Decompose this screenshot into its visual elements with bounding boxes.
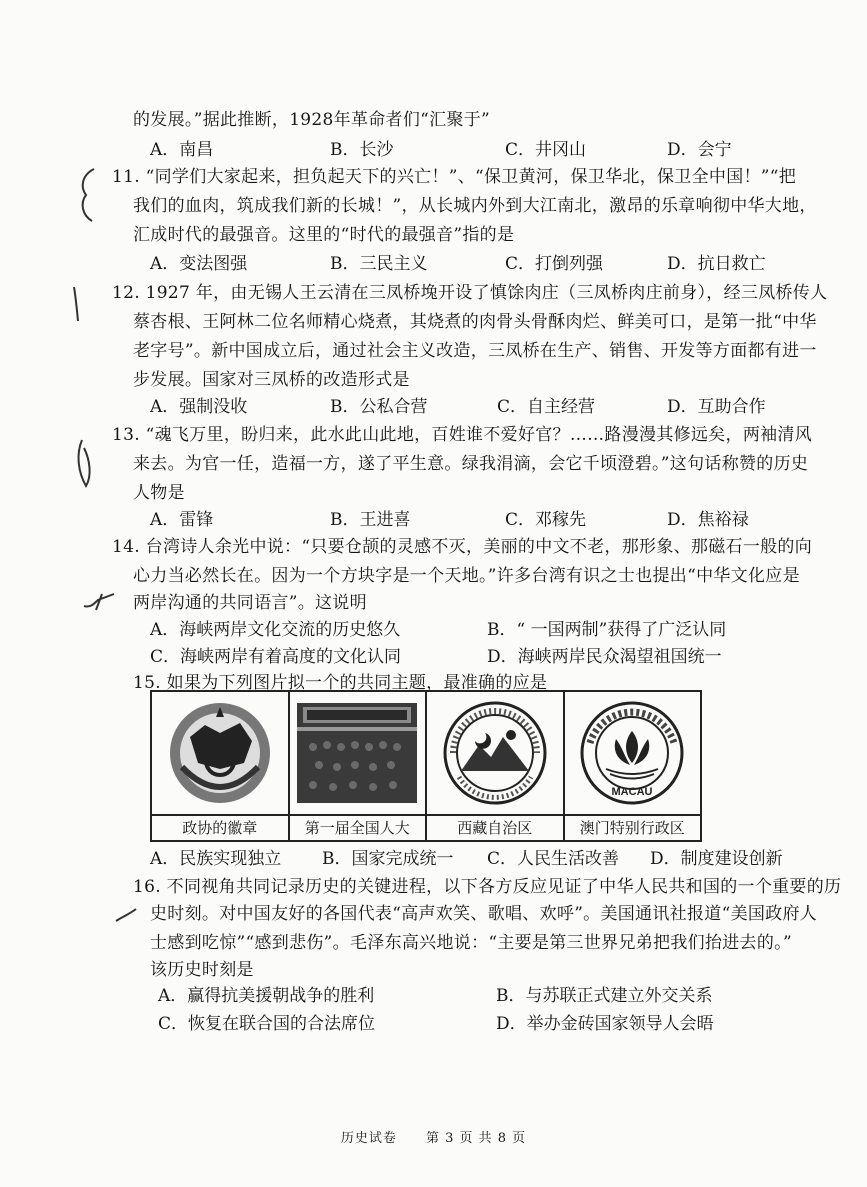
q10-option-c: C．井冈山 [505, 140, 587, 160]
q13-option-d: D．焦裕禄 [667, 510, 749, 530]
caption-npc: 第一届全国人大 [304, 819, 410, 837]
q12-option-c: C．自主经营 [497, 397, 596, 417]
q11-option-b: B．三民主义 [330, 254, 428, 274]
q12-stem-line-4: 步发展。国家对三凤桥的改造形式是 [133, 370, 410, 390]
q16-stem-line-3: 士感到吃惊”“感到悲伤”。毛泽东高兴地说：“主要是第三世界兄弟把我们抬进去的。” [150, 933, 792, 953]
q15-option-a: A．民族实现独立 [150, 849, 282, 869]
figure-macau [565, 692, 701, 840]
figure-tibet [427, 692, 565, 840]
q13-stem-line-3: 人物是 [133, 483, 185, 503]
handwritten-tick-mark [66, 285, 86, 325]
q14-option-a: A．海峡两岸文化交流的历史悠久 [150, 620, 401, 640]
q12-stem-line-1: 12. 1927 年，由无锡人王云清在三凤桥堍开设了慎馀肉庄（三凤桥肉庄前身），经三凤桥传人 [112, 283, 828, 303]
q16-option-d: D．举办金砖国家领导人会晤 [496, 1014, 714, 1034]
macau-label: MACAU [611, 786, 653, 798]
caption-cppcc: 政协的徽章 [182, 819, 258, 837]
page-footer [0, 1127, 867, 1146]
q13-stem-line-1: 13. “魂飞万里，盼归来，此水此山此地，百姓谁不爱好官？……路漫漫其修远矣，两袖清风 [112, 425, 813, 445]
q14-stem-line-1: 14. 台湾诗人余光中说：“只要仓颉的灵感不灭，美丽的中文不老，那形象、那磁石一般的向 [112, 537, 813, 557]
caption-macau: 澳门特别行政区 [579, 819, 685, 837]
q14-option-b: B．“ 一国两制”获得了广泛认同 [487, 620, 727, 640]
tibet-emblem-icon [435, 697, 555, 809]
handwritten-bracket-mark [72, 165, 102, 225]
q16-option-c: C．恢复在联合国的合法席位 [158, 1014, 376, 1034]
q16-option-b: B．与苏联正式建立外交关系 [496, 986, 713, 1006]
npc-photo-icon [293, 697, 421, 809]
q16-stem-line-4: 该历史时刻是 [150, 960, 254, 980]
caption-tibet: 西藏自治区 [457, 819, 533, 837]
figure-cppcc [152, 692, 290, 840]
q15-stem: 15. 如果为下列图片拟一个的共同主题，最准确的应是 [133, 673, 548, 693]
q11-stem-line-1: 11. “同学们大家起来，担负起天下的兴亡！”、“保卫黄河，保卫华北，保卫全中国！”“把 [112, 167, 797, 187]
figure-npc [290, 692, 428, 840]
q15-option-c: C．人民生活改善 [487, 849, 620, 869]
q10-option-d: D．会宁 [667, 140, 732, 160]
q13-option-b: B．王进喜 [330, 510, 411, 530]
q13-option-a: A．雷锋 [150, 510, 214, 530]
cppcc-emblem-icon [160, 697, 280, 809]
q15-figure-table [150, 690, 702, 842]
q10-stem-tail: 的发展。”据此推断，1928年革命者们“汇聚于” [133, 110, 491, 130]
q15-option-b: B．国家完成统一 [322, 849, 454, 869]
q13-stem-line-2: 来去。为官一任，造福一方，遂了平生意。绿我涓滴，会它千顷澄碧。”这句话称赞的历史 [133, 454, 809, 474]
handwritten-loop-mark [70, 436, 100, 492]
q16-stem-line-2: 史时刻。对中国友好的各国代表“高声欢笑、歌唱、欢呼”。美国通讯社报道“美国政府人 [150, 904, 818, 924]
handwritten-slash-mark [112, 905, 140, 927]
q11-stem-line-3: 汇成时代的最强音。这里的“时代的最强音”指的是 [133, 225, 515, 245]
q14-option-c: C．海峡两岸有着高度的文化认同 [150, 647, 402, 667]
q14-stem-line-2: 心力当必然长在。因为一个方块字是一个天地。”许多台湾有识之士也提出“中华文化应是 [133, 566, 800, 586]
q10-option-b: B．长沙 [330, 140, 394, 160]
q12-stem-line-3: 老字号”。新中国成立后，通过社会主义改造，三凤桥在生产、销售、开发等方面都有进一 [133, 341, 817, 361]
q11-option-a: A．变法图强 [150, 254, 248, 274]
q11-stem-line-2: 我们的血肉，筑成我们新的长城！”，从长城内外到大江南北，激昂的乐章响彻中华大地， [133, 196, 817, 216]
q12-option-d: D．互助合作 [667, 397, 766, 417]
macau-emblem-icon [572, 697, 692, 809]
q16-stem-line-1: 16. 不同视角共同记录历史的关键进程，以下各方反应见证了中华人民共和国的一个重要的历 [133, 877, 842, 897]
q10-option-a: A．南昌 [150, 140, 214, 160]
q14-stem-line-3: 两岸沟通的共同语言”。这说明 [133, 593, 367, 613]
q16-option-a: A．赢得抗美援朝战争的胜利 [158, 986, 375, 1006]
q11-option-c: C．打倒列强 [505, 254, 604, 274]
q12-option-b: B．公私合营 [330, 397, 428, 417]
q15-option-d: D．制度建设创新 [650, 849, 783, 869]
q12-option-a: A．强制没收 [150, 397, 248, 417]
handwritten-check-mark [80, 590, 120, 614]
footer-subject: 历史试卷 [340, 1131, 397, 1146]
q12-stem-line-2: 蔡杏根、王阿林二位名师精心烧煮，其烧煮的肉骨头骨酥肉烂、鲜美可口，是第一批“中华 [133, 312, 817, 332]
q11-option-d: D．抗日救亡 [667, 254, 766, 274]
q14-option-d: D．海峡两岸民众渴望祖国统一 [487, 647, 722, 667]
footer-page-number: 第 3 页 共 8 页 [425, 1131, 527, 1146]
q13-option-c: C．邓稼先 [505, 510, 587, 530]
